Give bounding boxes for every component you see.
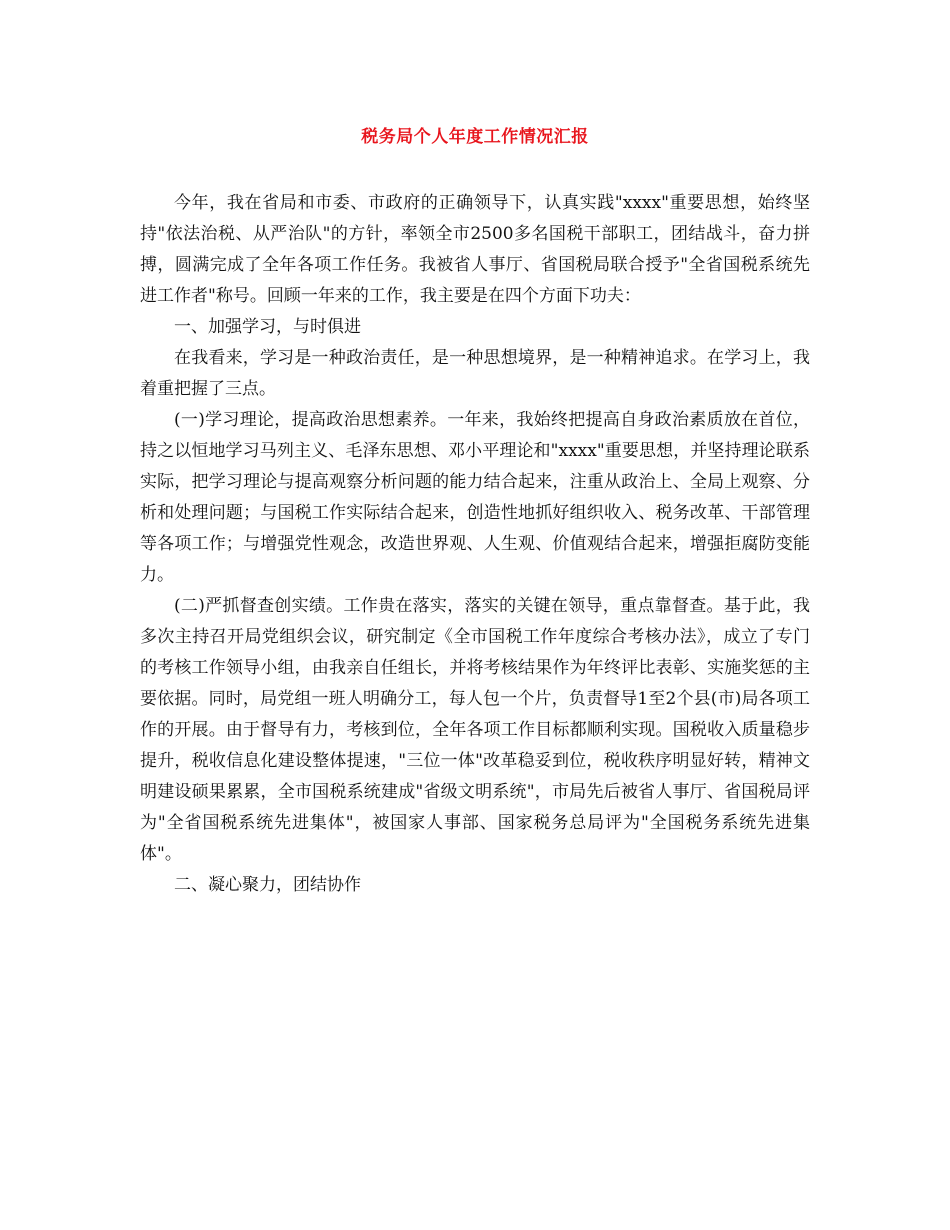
section-heading-2: 二、凝心聚力，团结协作	[174, 875, 361, 895]
document-title: 税务局个人年度工作情况汇报	[361, 127, 589, 147]
paragraph-supervision: (二)严抓督查创实绩。工作贵在落实，落实的关键在领导，重点靠督查。基于此，我多次主持召开局党组织会议，研究制定《全市国税工作年度综合考核办法》，成立了专门的考核工作领导小组，由我亲自任组长，并将考核结果作为年终评比表彰、实施奖惩的主要依据。同时，局党组一班人明确分工，每人包一个片，负责督导1至2个县(市)局各项工作的开展。由于督导有力，考核到位，全年各项工作目标都顺利实现。国税收入质量稳步提升，税收信息化建设整体提速，"三位一体"改革稳妥到位，税收秩序明显好转，精神文明建设硕果累累，全市国税系统建成"省级文明系统"，市局先后被省人事厅、省国税局评为"全省国税系统先进集体"，被国家人事部、国家税务总局评为"全国税务系统先进集体"。	[140, 596, 810, 864]
paragraph-theory-study: (一)学习理论，提高政治思想素养。一年来，我始终把提高自身政治素质放在首位，持之以恒地学习马列主义、毛泽东思想、邓小平理论和"xxxx"重要思想，并坚持理论联系实际，把学习理论与提高观察分析问题的能力结合起来，注重从政治上、全局上观察、分析和处理问题；与国税工作实际结合起来，创造性地抓好组织收入、税务改革、干部管理等各项工作；与增强党性观念，改造世界观、人生观、价值观结合起来，增强拒腐防变能力。	[140, 410, 810, 585]
section-heading-1: 一、加强学习，与时俱进	[174, 317, 361, 337]
paragraph-intro: 今年，我在省局和市委、市政府的正确领导下，认真实践"xxxx"重要思想，始终坚持"依法治税、从严治队"的方针，率领全市2500多名国税干部职工，团结战斗，奋力拼搏，圆满完成了全年各项工作任务。我被省人事厅、省国税局联合授予"全省国税系统先进工作者"称号。回顾一年来的工作，我主要是在四个方面下功夫：	[140, 193, 810, 306]
paragraph-study-intro: 在我看来，学习是一种政治责任，是一种思想境界，是一种精神追求。在学习上，我着重把握了三点。	[140, 348, 810, 399]
document-body	[140, 188, 810, 901]
